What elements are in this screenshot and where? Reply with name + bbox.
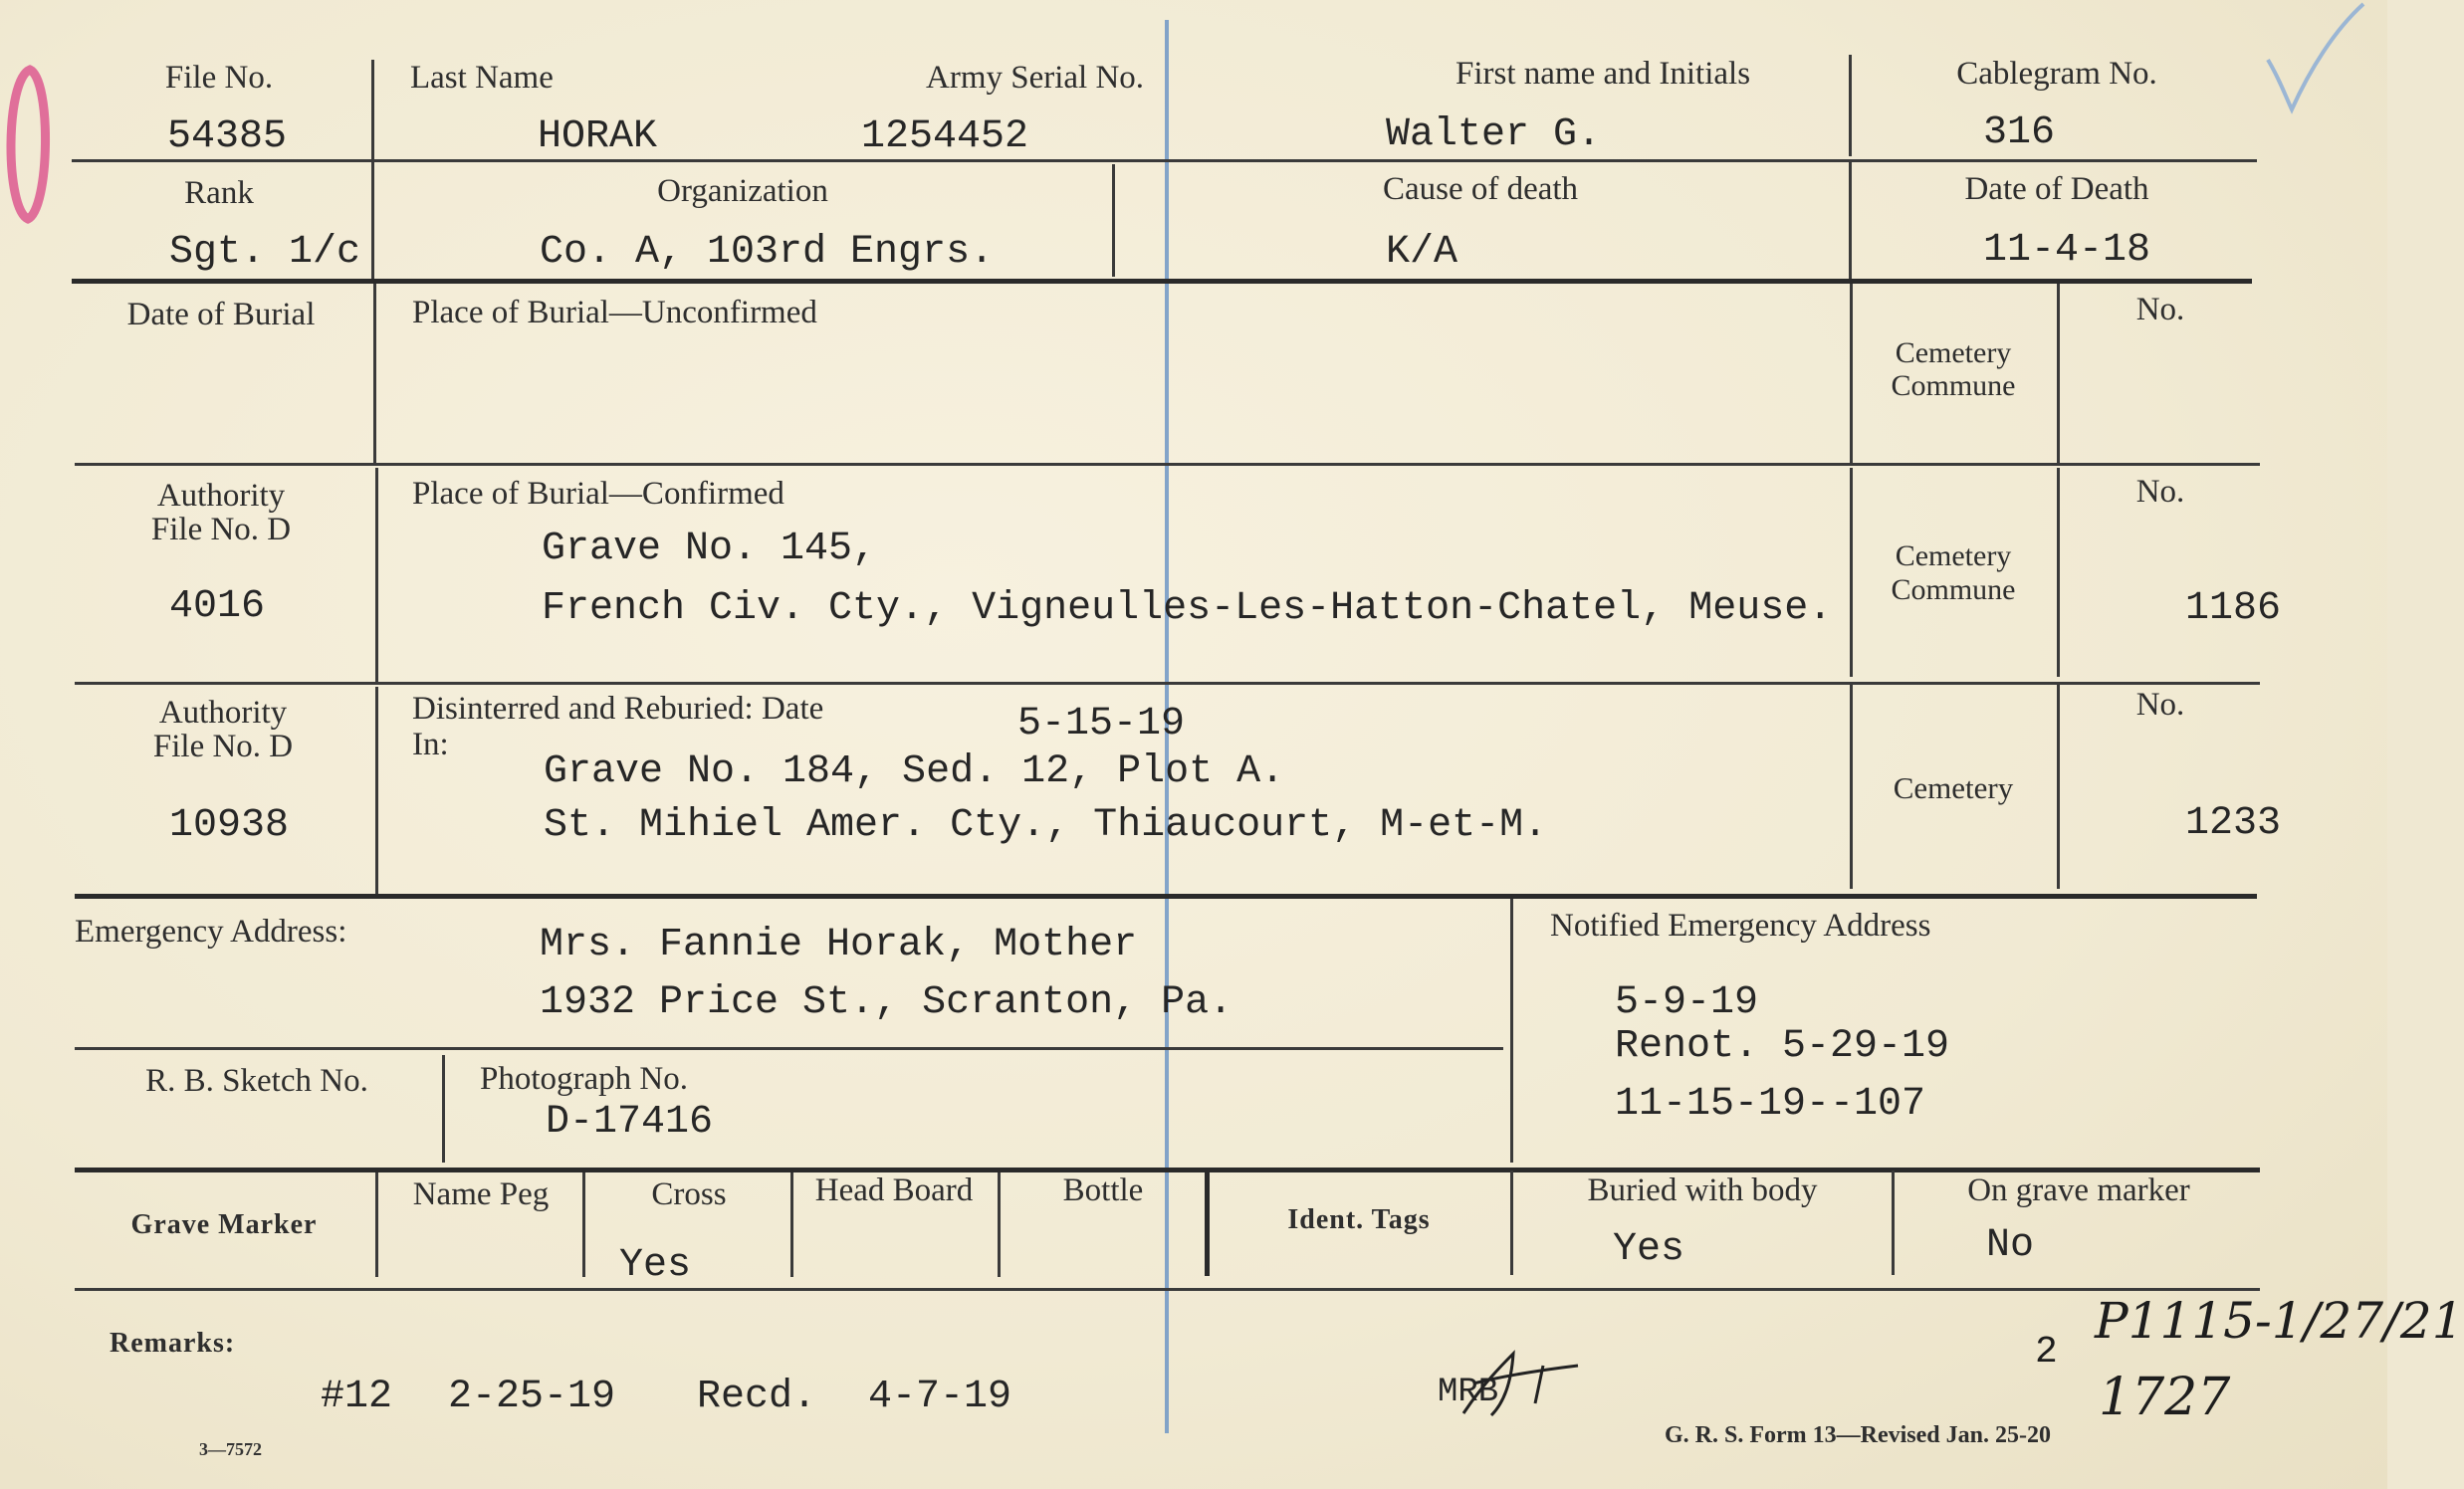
divider	[75, 463, 2260, 466]
emergency-line-1: Mrs. Fannie Horak, Mother	[540, 923, 1138, 967]
handwritten-reference: P1115-1/27/21	[2095, 1292, 2464, 1350]
divider	[1849, 159, 1852, 279]
cemetery-no-value: 1233	[2185, 801, 2282, 846]
no-label: No.	[2135, 474, 2185, 510]
handwritten-number-2: 1727	[2099, 1368, 2231, 1427]
remarks-date-2: 4-7-19	[868, 1375, 1012, 1419]
cause-value: K/A	[1386, 230, 1458, 275]
notified-date-2: Renot. 5-29-19	[1615, 1024, 1950, 1069]
cross-label: Cross	[651, 1176, 727, 1212]
divider	[2057, 284, 2060, 463]
remarks-initials: MRB	[1438, 1374, 1499, 1411]
divider	[1850, 284, 1853, 463]
divider	[2057, 468, 2060, 677]
no-label: No.	[2135, 687, 2185, 723]
authority-label: Authority	[156, 478, 286, 514]
divider	[1510, 899, 1513, 1163]
rank-value: Sgt. 1/c	[169, 230, 361, 275]
on-grave-marker-label: On grave marker	[1967, 1172, 2190, 1208]
remarks-recd-label: Recd.	[697, 1375, 817, 1419]
handwritten-number: 2	[2035, 1331, 2058, 1374]
cemetery-label: Cemetery	[1895, 336, 2012, 369]
serial-label: Army Serial No.	[926, 60, 1145, 96]
date-of-burial-label: Date of Burial	[126, 297, 316, 332]
divider	[442, 1055, 445, 1163]
authority-label: Authority	[158, 695, 288, 731]
last-name-value: HORAK	[538, 114, 658, 159]
divider	[75, 894, 2257, 899]
divider	[1849, 55, 1852, 156]
reburial-date-value: 5-15-19	[1017, 702, 1186, 746]
buried-with-body-value: Yes	[1613, 1227, 1685, 1272]
burial-line-2: French Civ. Cty., Vigneulles-Les-Hatton-Chatel, Meuse.	[542, 586, 1833, 631]
authority-file-label: File No. D	[152, 729, 294, 764]
initials-scribble	[1444, 1344, 1583, 1423]
serial-value: 1254452	[861, 114, 1029, 159]
organization-label: Organization	[657, 173, 828, 209]
rb-sketch-label: R. B. Sketch No.	[145, 1063, 368, 1099]
emergency-line-2: 1932 Price St., Scranton, Pa.	[540, 980, 1233, 1025]
divider	[375, 468, 378, 682]
place-confirmed-label: Place of Burial—Confirmed	[412, 476, 784, 512]
remarks-hash-no: #12	[321, 1375, 393, 1419]
grave-marker-label: Grave Marker	[130, 1209, 318, 1240]
commune-label: Commune	[1891, 369, 2016, 402]
divider	[373, 284, 376, 463]
remarks-label: Remarks:	[110, 1328, 236, 1359]
reburial-line-2: St. Mihiel Amer. Cty., Thiaucourt, M-et-M.	[544, 803, 1548, 848]
divider	[75, 1047, 1503, 1050]
cemetery-label: Cemetery	[1895, 539, 2012, 572]
place-unconfirmed-label: Place of Burial—Unconfirmed	[412, 295, 817, 330]
notified-date-1: 5-9-19	[1615, 980, 1759, 1025]
cemetery-label: Cemetery	[1893, 770, 2014, 805]
authority-no-value: 4016	[169, 584, 266, 629]
notified-date-3: 11-15-19--107	[1615, 1082, 1926, 1127]
divider	[998, 1172, 1001, 1277]
divider	[1510, 1170, 1513, 1275]
divider	[1850, 685, 1853, 889]
notified-label: Notified Emergency Address	[1550, 908, 1931, 944]
pink-stamp-mark	[0, 60, 60, 239]
reburial-in-label: In:	[412, 727, 449, 762]
divider	[375, 687, 378, 898]
form-id: G. R. S. Form 13—Revised Jan. 25-20	[1665, 1422, 2051, 1448]
date-of-death-value: 11-4-18	[1983, 228, 2151, 273]
name-peg-label: Name Peg	[412, 1176, 550, 1212]
reburial-label: Disinterred and Reburied: Date	[412, 691, 824, 727]
divider	[72, 279, 2252, 284]
divider	[371, 60, 374, 159]
authority-file-label: File No. D	[150, 512, 292, 547]
cross-value: Yes	[619, 1243, 692, 1288]
divider	[1892, 1170, 1895, 1275]
cemetery-no-value: 1186	[2185, 586, 2282, 631]
photograph-no-value: D-17416	[546, 1100, 714, 1145]
divider	[1205, 1170, 1210, 1276]
buried-with-body-label: Buried with body	[1587, 1172, 1818, 1208]
date-of-death-label: Date of Death	[1964, 171, 2149, 207]
emergency-address-label: Emergency Address:	[75, 914, 347, 950]
first-name-label: First name and Initials	[1456, 56, 1751, 92]
file-no-label: File No.	[164, 60, 274, 96]
cablegram-value: 316	[1983, 110, 2056, 155]
burial-line-1: Grave No. 145,	[542, 527, 877, 571]
divider	[75, 1288, 2260, 1291]
divider	[75, 682, 2260, 685]
divider	[582, 1172, 585, 1277]
divider	[2057, 685, 2060, 889]
cablegram-label: Cablegram No.	[1956, 56, 2157, 92]
rank-label: Rank	[184, 175, 254, 211]
file-no-value: 54385	[167, 114, 288, 159]
divider	[75, 1168, 2260, 1172]
on-grave-marker-value: No	[1986, 1223, 2035, 1268]
ident-tags-label: Ident. Tags	[1287, 1204, 1431, 1235]
cause-label: Cause of death	[1382, 171, 1579, 207]
divider	[790, 1172, 793, 1277]
remarks-date-1: 2-25-19	[448, 1375, 616, 1419]
divider	[371, 161, 374, 279]
print-code: 3—7572	[199, 1439, 262, 1459]
reburial-line-1: Grave No. 184, Sed. 12, Plot A.	[544, 749, 1285, 794]
divider	[375, 1172, 378, 1277]
organization-value: Co. A, 103rd Engrs.	[540, 230, 995, 275]
last-name-label: Last Name	[410, 60, 554, 96]
photograph-label: Photograph No.	[480, 1061, 688, 1097]
commune-label: Commune	[1891, 573, 2016, 606]
divider	[1112, 164, 1115, 277]
check-mark-icon	[2260, 0, 2369, 119]
divider	[72, 159, 2257, 162]
head-board-label: Head Board	[814, 1172, 974, 1208]
bottle-label: Bottle	[1062, 1172, 1144, 1208]
authority-no-value: 10938	[169, 803, 290, 848]
divider	[1850, 468, 1853, 677]
first-name-value: Walter G.	[1386, 112, 1602, 157]
no-label: No.	[2135, 292, 2185, 327]
